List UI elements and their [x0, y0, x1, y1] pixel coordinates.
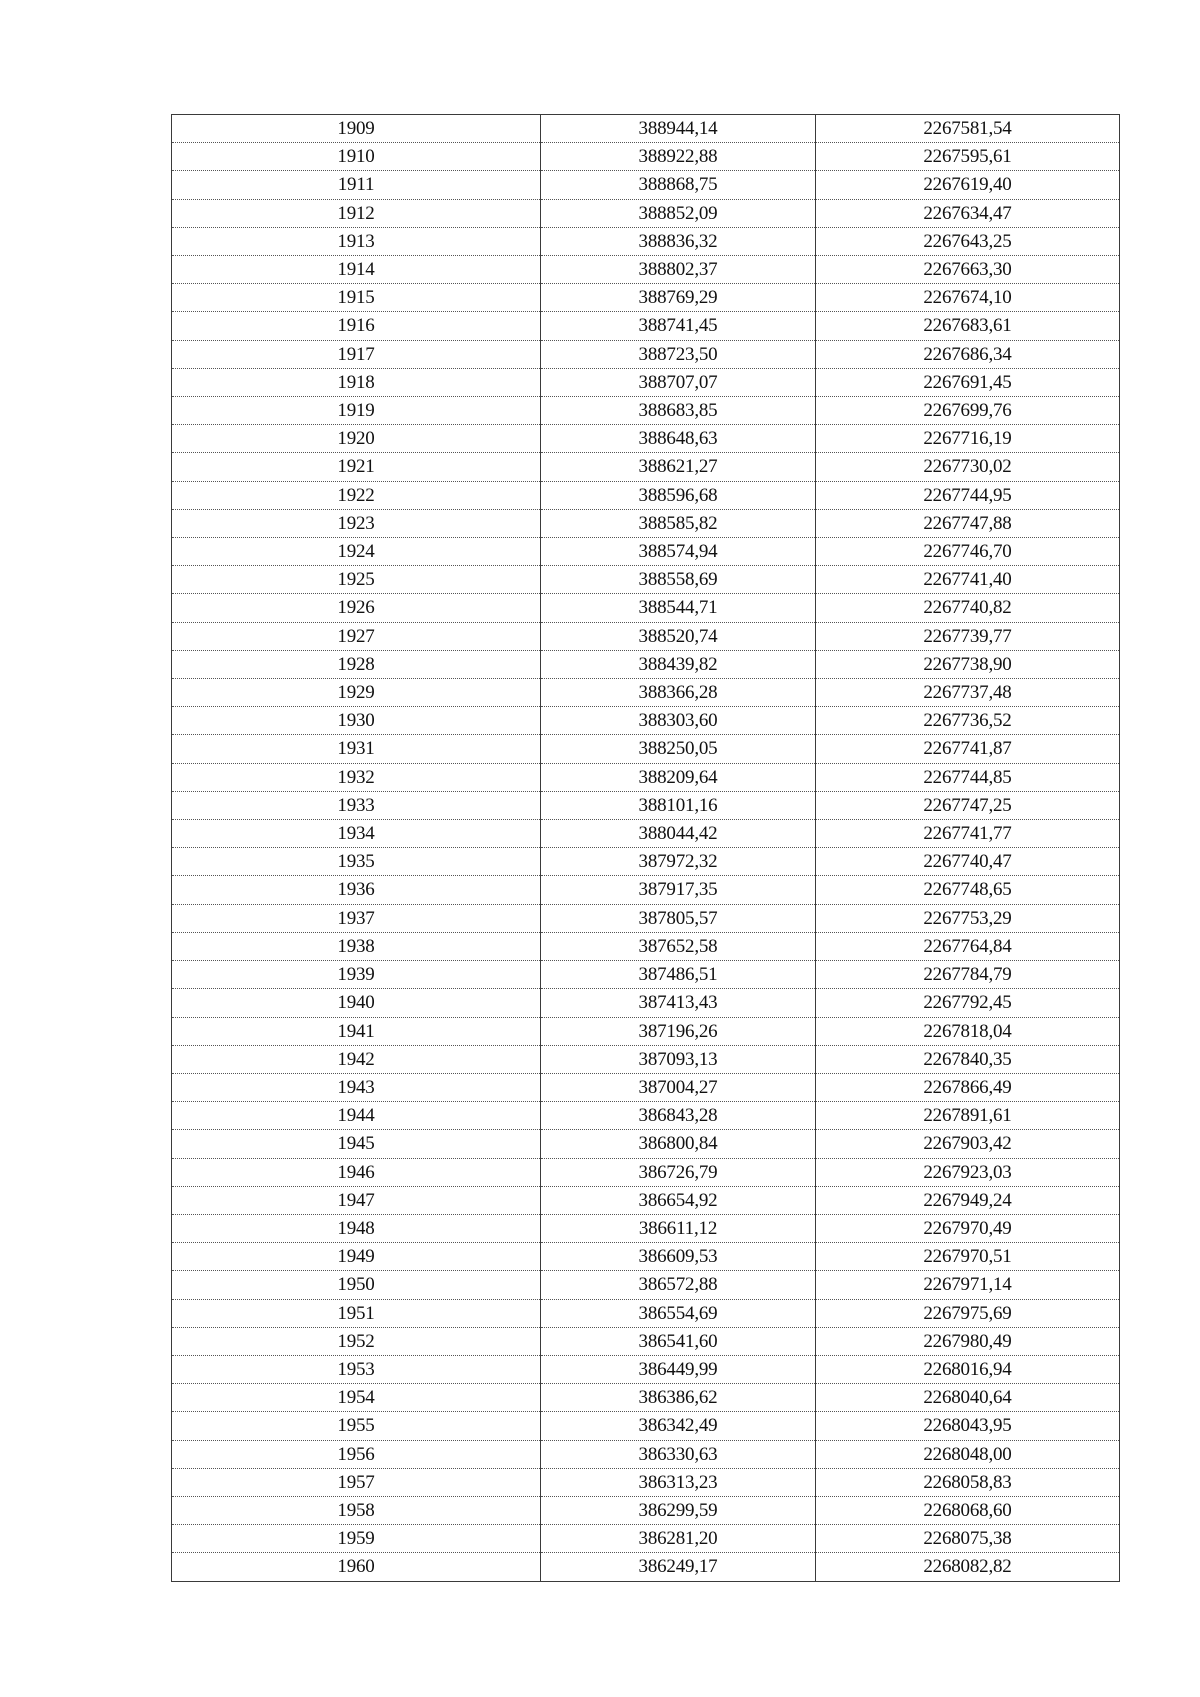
point-number-cell: 1938: [172, 932, 541, 960]
y-coordinate-cell: 2267949,24: [816, 1186, 1120, 1214]
point-number-cell: 1956: [172, 1440, 541, 1468]
table-row: [172, 199, 1120, 227]
point-number-cell: 1918: [172, 368, 541, 396]
y-coordinate-cell: 2267764,84: [816, 932, 1120, 960]
table-row: [172, 566, 1120, 594]
x-coordinate-cell: 387196,26: [541, 1017, 816, 1045]
table-row: [172, 763, 1120, 791]
table-row: [172, 171, 1120, 199]
y-coordinate-cell: 2267683,61: [816, 312, 1120, 340]
table-row: [172, 115, 1120, 143]
y-coordinate-cell: 2267740,82: [816, 594, 1120, 622]
point-number-cell: 1926: [172, 594, 541, 622]
table-row: [172, 594, 1120, 622]
x-coordinate-cell: 386572,88: [541, 1271, 816, 1299]
point-number-cell: 1923: [172, 509, 541, 537]
y-coordinate-cell: 2267747,25: [816, 791, 1120, 819]
table-row: [172, 848, 1120, 876]
point-number-cell: 1930: [172, 707, 541, 735]
point-number-cell: 1944: [172, 1102, 541, 1130]
x-coordinate-cell: 386330,63: [541, 1440, 816, 1468]
table-row: [172, 227, 1120, 255]
x-coordinate-cell: 386299,59: [541, 1496, 816, 1524]
x-coordinate-cell: 388558,69: [541, 566, 816, 594]
table-row: [172, 1045, 1120, 1073]
table-row: [172, 1299, 1120, 1327]
table-row: [172, 650, 1120, 678]
y-coordinate-cell: 2267716,19: [816, 425, 1120, 453]
y-coordinate-cell: 2267891,61: [816, 1102, 1120, 1130]
table-row: [172, 481, 1120, 509]
y-coordinate-cell: 2267595,61: [816, 143, 1120, 171]
table-row: [172, 622, 1120, 650]
table-row: [172, 143, 1120, 171]
table-row: [172, 1327, 1120, 1355]
point-number-cell: 1953: [172, 1355, 541, 1383]
y-coordinate-cell: 2267738,90: [816, 650, 1120, 678]
y-coordinate-cell: 2267744,85: [816, 763, 1120, 791]
x-coordinate-cell: 387652,58: [541, 932, 816, 960]
x-coordinate-cell: 386800,84: [541, 1130, 816, 1158]
point-number-cell: 1949: [172, 1243, 541, 1271]
table-row: [172, 1130, 1120, 1158]
y-coordinate-cell: 2267744,95: [816, 481, 1120, 509]
y-coordinate-cell: 2267741,40: [816, 566, 1120, 594]
point-number-cell: 1950: [172, 1271, 541, 1299]
y-coordinate-cell: 2267643,25: [816, 227, 1120, 255]
x-coordinate-cell: 386554,69: [541, 1299, 816, 1327]
point-number-cell: 1947: [172, 1186, 541, 1214]
y-coordinate-cell: 2267923,03: [816, 1158, 1120, 1186]
x-coordinate-cell: 388944,14: [541, 115, 816, 143]
table-row: [172, 1271, 1120, 1299]
point-number-cell: 1911: [172, 171, 541, 199]
point-number-cell: 1927: [172, 622, 541, 650]
y-coordinate-cell: 2267971,14: [816, 1271, 1120, 1299]
x-coordinate-cell: 387805,57: [541, 904, 816, 932]
y-coordinate-cell: 2267699,76: [816, 397, 1120, 425]
y-coordinate-cell: 2268075,38: [816, 1525, 1120, 1553]
x-coordinate-cell: 386611,12: [541, 1214, 816, 1242]
y-coordinate-cell: 2267903,42: [816, 1130, 1120, 1158]
table-row: [172, 340, 1120, 368]
x-coordinate-cell: 388596,68: [541, 481, 816, 509]
point-number-cell: 1929: [172, 679, 541, 707]
point-number-cell: 1960: [172, 1553, 541, 1581]
point-number-cell: 1937: [172, 904, 541, 932]
table-row: [172, 1243, 1120, 1271]
x-coordinate-cell: 386386,62: [541, 1384, 816, 1412]
x-coordinate-cell: 388366,28: [541, 679, 816, 707]
table-row: [172, 1102, 1120, 1130]
x-coordinate-cell: 388044,42: [541, 820, 816, 848]
point-number-cell: 1955: [172, 1412, 541, 1440]
point-number-cell: 1958: [172, 1496, 541, 1524]
y-coordinate-cell: 2267663,30: [816, 256, 1120, 284]
point-number-cell: 1948: [172, 1214, 541, 1242]
y-coordinate-cell: 2267970,49: [816, 1214, 1120, 1242]
point-number-cell: 1943: [172, 1073, 541, 1101]
x-coordinate-cell: 388802,37: [541, 256, 816, 284]
table-row: [172, 453, 1120, 481]
y-coordinate-cell: 2267753,29: [816, 904, 1120, 932]
point-number-cell: 1933: [172, 791, 541, 819]
table-row: [172, 820, 1120, 848]
x-coordinate-cell: 387413,43: [541, 989, 816, 1017]
table-row: [172, 1073, 1120, 1101]
table-row: [172, 1158, 1120, 1186]
y-coordinate-cell: 2267818,04: [816, 1017, 1120, 1045]
y-coordinate-cell: 2268068,60: [816, 1496, 1120, 1524]
point-number-cell: 1917: [172, 340, 541, 368]
table-row: [172, 961, 1120, 989]
x-coordinate-cell: 388723,50: [541, 340, 816, 368]
y-coordinate-cell: 2267736,52: [816, 707, 1120, 735]
point-number-cell: 1919: [172, 397, 541, 425]
y-coordinate-cell: 2267737,48: [816, 679, 1120, 707]
point-number-cell: 1936: [172, 876, 541, 904]
point-number-cell: 1913: [172, 227, 541, 255]
point-number-cell: 1946: [172, 1158, 541, 1186]
x-coordinate-cell: 386313,23: [541, 1468, 816, 1496]
y-coordinate-cell: 2267634,47: [816, 199, 1120, 227]
x-coordinate-cell: 388303,60: [541, 707, 816, 735]
x-coordinate-cell: 387917,35: [541, 876, 816, 904]
x-coordinate-cell: 388621,27: [541, 453, 816, 481]
x-coordinate-cell: 388648,63: [541, 425, 816, 453]
table-row: [172, 989, 1120, 1017]
y-coordinate-cell: 2268040,64: [816, 1384, 1120, 1412]
point-number-cell: 1945: [172, 1130, 541, 1158]
x-coordinate-cell: 388769,29: [541, 284, 816, 312]
y-coordinate-cell: 2268043,95: [816, 1412, 1120, 1440]
table-row: [172, 1468, 1120, 1496]
table-row: [172, 932, 1120, 960]
y-coordinate-cell: 2267741,87: [816, 735, 1120, 763]
y-coordinate-cell: 2267740,47: [816, 848, 1120, 876]
x-coordinate-cell: 386726,79: [541, 1158, 816, 1186]
x-coordinate-cell: 388574,94: [541, 538, 816, 566]
x-coordinate-cell: 388922,88: [541, 143, 816, 171]
table-row: [172, 1384, 1120, 1412]
x-coordinate-cell: 387093,13: [541, 1045, 816, 1073]
x-coordinate-cell: 388101,16: [541, 791, 816, 819]
x-coordinate-cell: 388707,07: [541, 368, 816, 396]
table-row: [172, 707, 1120, 735]
x-coordinate-cell: 388683,85: [541, 397, 816, 425]
table-row: [172, 284, 1120, 312]
coordinates-table-body: [172, 115, 1120, 1582]
table-row: [172, 256, 1120, 284]
point-number-cell: 1921: [172, 453, 541, 481]
table-row: [172, 312, 1120, 340]
x-coordinate-cell: 386449,99: [541, 1355, 816, 1383]
point-number-cell: 1939: [172, 961, 541, 989]
point-number-cell: 1931: [172, 735, 541, 763]
x-coordinate-cell: 388544,71: [541, 594, 816, 622]
table-row: [172, 735, 1120, 763]
x-coordinate-cell: 386843,28: [541, 1102, 816, 1130]
y-coordinate-cell: 2267747,88: [816, 509, 1120, 537]
x-coordinate-cell: 387004,27: [541, 1073, 816, 1101]
table-row: [172, 509, 1120, 537]
point-number-cell: 1935: [172, 848, 541, 876]
point-number-cell: 1925: [172, 566, 541, 594]
x-coordinate-cell: 388852,09: [541, 199, 816, 227]
coordinates-table: [171, 114, 1120, 1582]
x-coordinate-cell: 386541,60: [541, 1327, 816, 1355]
x-coordinate-cell: 388868,75: [541, 171, 816, 199]
y-coordinate-cell: 2268082,82: [816, 1553, 1120, 1581]
point-number-cell: 1912: [172, 199, 541, 227]
table-row: [172, 1017, 1120, 1045]
y-coordinate-cell: 2267619,40: [816, 171, 1120, 199]
x-coordinate-cell: 388585,82: [541, 509, 816, 537]
x-coordinate-cell: 388439,82: [541, 650, 816, 678]
table-row: [172, 397, 1120, 425]
table-row: [172, 1186, 1120, 1214]
y-coordinate-cell: 2268058,83: [816, 1468, 1120, 1496]
y-coordinate-cell: 2267730,02: [816, 453, 1120, 481]
table-row: [172, 1355, 1120, 1383]
y-coordinate-cell: 2267674,10: [816, 284, 1120, 312]
point-number-cell: 1959: [172, 1525, 541, 1553]
point-number-cell: 1954: [172, 1384, 541, 1412]
x-coordinate-cell: 388520,74: [541, 622, 816, 650]
y-coordinate-cell: 2267784,79: [816, 961, 1120, 989]
y-coordinate-cell: 2268048,00: [816, 1440, 1120, 1468]
y-coordinate-cell: 2268016,94: [816, 1355, 1120, 1383]
table-row: [172, 368, 1120, 396]
point-number-cell: 1928: [172, 650, 541, 678]
y-coordinate-cell: 2267980,49: [816, 1327, 1120, 1355]
y-coordinate-cell: 2267739,77: [816, 622, 1120, 650]
point-number-cell: 1910: [172, 143, 541, 171]
point-number-cell: 1934: [172, 820, 541, 848]
table-row: [172, 538, 1120, 566]
table-row: [172, 425, 1120, 453]
x-coordinate-cell: 386609,53: [541, 1243, 816, 1271]
y-coordinate-cell: 2267746,70: [816, 538, 1120, 566]
x-coordinate-cell: 388250,05: [541, 735, 816, 763]
x-coordinate-cell: 386654,92: [541, 1186, 816, 1214]
point-number-cell: 1941: [172, 1017, 541, 1045]
y-coordinate-cell: 2267686,34: [816, 340, 1120, 368]
table-row: [172, 1440, 1120, 1468]
x-coordinate-cell: 387972,32: [541, 848, 816, 876]
y-coordinate-cell: 2267748,65: [816, 876, 1120, 904]
x-coordinate-cell: 388209,64: [541, 763, 816, 791]
point-number-cell: 1920: [172, 425, 541, 453]
point-number-cell: 1951: [172, 1299, 541, 1327]
y-coordinate-cell: 2267975,69: [816, 1299, 1120, 1327]
point-number-cell: 1924: [172, 538, 541, 566]
point-number-cell: 1932: [172, 763, 541, 791]
y-coordinate-cell: 2267970,51: [816, 1243, 1120, 1271]
table-row: [172, 679, 1120, 707]
table-row: [172, 1553, 1120, 1581]
x-coordinate-cell: 388741,45: [541, 312, 816, 340]
y-coordinate-cell: 2267840,35: [816, 1045, 1120, 1073]
y-coordinate-cell: 2267792,45: [816, 989, 1120, 1017]
point-number-cell: 1916: [172, 312, 541, 340]
x-coordinate-cell: 388836,32: [541, 227, 816, 255]
point-number-cell: 1940: [172, 989, 541, 1017]
table-row: [172, 1412, 1120, 1440]
point-number-cell: 1922: [172, 481, 541, 509]
y-coordinate-cell: 2267741,77: [816, 820, 1120, 848]
x-coordinate-cell: 386342,49: [541, 1412, 816, 1440]
point-number-cell: 1942: [172, 1045, 541, 1073]
table-row: [172, 876, 1120, 904]
y-coordinate-cell: 2267691,45: [816, 368, 1120, 396]
table-row: [172, 904, 1120, 932]
table-row: [172, 1214, 1120, 1242]
x-coordinate-cell: 386249,17: [541, 1553, 816, 1581]
x-coordinate-cell: 386281,20: [541, 1525, 816, 1553]
point-number-cell: 1957: [172, 1468, 541, 1496]
table-row: [172, 1496, 1120, 1524]
y-coordinate-cell: 2267866,49: [816, 1073, 1120, 1101]
point-number-cell: 1909: [172, 115, 541, 143]
x-coordinate-cell: 387486,51: [541, 961, 816, 989]
point-number-cell: 1915: [172, 284, 541, 312]
y-coordinate-cell: 2267581,54: [816, 115, 1120, 143]
point-number-cell: 1952: [172, 1327, 541, 1355]
point-number-cell: 1914: [172, 256, 541, 284]
table-row: [172, 791, 1120, 819]
table-row: [172, 1525, 1120, 1553]
